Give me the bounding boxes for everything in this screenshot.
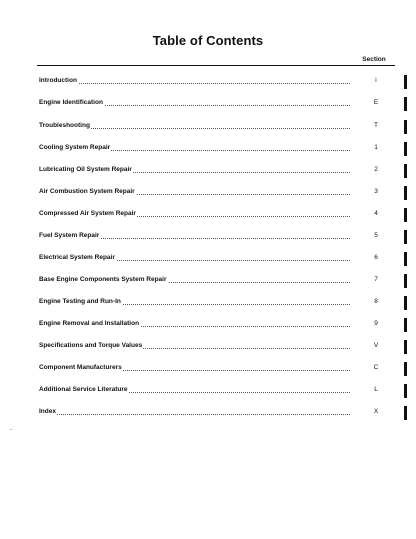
toc-entry-specifications-and-torque-values[interactable] [39,342,379,352]
dot-leader [39,414,350,415]
toc-section-code: 7 [374,276,378,283]
toc-entry-title: Lubricating Oil System Repair [39,166,132,173]
toc-entry-title: Engine Removal and Installation [39,320,140,327]
toc-entry-title: Additional Service Literature [39,386,128,393]
toc-entry-title: Air Combustion System Repair [39,188,135,195]
toc-section-code: 8 [374,298,378,305]
thumb-tab-index[interactable] [404,406,407,420]
toc-entry-index[interactable] [39,408,379,418]
thumb-tab-component-manufacturers[interactable] [404,362,407,376]
thumb-tab-compressed-air-system-repair[interactable] [404,208,407,222]
scan-speck [10,429,12,430]
thumb-tab-electrical-system-repair[interactable] [404,252,407,266]
thumb-tab-additional-service-literature[interactable] [404,384,407,398]
toc-entry-additional-service-literature[interactable] [39,386,379,396]
toc-entry-title: Introduction [39,77,77,84]
thumb-tab-base-engine-components-system-repair[interactable] [404,274,407,288]
toc-section-code: 6 [374,254,378,261]
thumb-tab-engine-testing-and-run-in[interactable] [404,296,407,310]
toc-entry-engine-identification[interactable] [39,99,379,109]
toc-entry-title: Fuel System Repair [39,232,100,239]
section-column-header: Section [362,56,386,63]
toc-section-code: 1 [374,144,378,151]
toc-section-code: T [374,122,378,129]
toc-entry-title: Index [39,408,56,415]
toc-section-code: 4 [374,210,378,217]
toc-entry-fuel-system-repair[interactable] [39,232,379,242]
dot-leader [39,83,350,84]
thumb-tab-engine-removal-and-installation[interactable] [404,318,407,332]
toc-entry-title: Specifications and Torque Values [39,342,143,349]
page-title: Table of Contents [152,33,264,48]
toc-entry-title: Engine Testing and Run-In [39,298,121,305]
toc-section-code: 3 [374,188,378,195]
toc-entry-air-combustion-system-repair[interactable] [39,188,379,198]
thumb-tab-troubleshooting[interactable] [404,120,407,134]
thumb-tab-cooling-system-repair[interactable] [404,142,407,156]
toc-entry-title: Troubleshooting [39,122,90,129]
toc-entry-title: Electrical System Repair [39,254,115,261]
toc-entry-troubleshooting[interactable] [39,122,379,132]
toc-section-code: 2 [374,166,378,173]
toc-entry-title: Compressed Air System Repair [39,210,136,217]
thumb-tab-specifications-and-torque-values[interactable] [404,340,407,354]
thumb-tab-lubricating-oil-system-repair[interactable] [404,164,407,178]
toc-entry-lubricating-oil-system-repair[interactable] [39,166,379,176]
toc-entry-component-manufacturers[interactable] [39,364,379,374]
thumb-tab-introduction[interactable] [404,75,407,89]
toc-entry-title: Component Manufacturers [39,364,122,371]
toc-section-code: V [373,342,379,349]
toc-section-code: X [373,408,379,415]
toc-section-code: E [373,99,379,106]
toc-entry-title: Engine Identification [39,99,103,106]
toc-entry-base-engine-components-system-repair[interactable] [39,276,379,286]
toc-section-code: L [374,386,378,393]
toc-section-code: 5 [374,232,378,239]
toc-entry-engine-testing-and-run-in[interactable] [39,298,379,308]
toc-section-code: C [373,364,379,371]
toc-entry-introduction[interactable] [39,77,379,87]
toc-entry-engine-removal-and-installation[interactable] [39,320,379,330]
toc-entry-cooling-system-repair[interactable] [39,144,379,154]
toc-entry-title: Cooling System Repair [39,144,111,151]
toc-entry-electrical-system-repair[interactable] [39,254,379,264]
thumb-tab-fuel-system-repair[interactable] [404,230,407,244]
toc-section-code: i [375,77,377,84]
toc-section-code: 9 [374,320,378,327]
thumb-tab-engine-identification[interactable] [404,97,407,111]
thumb-tab-air-combustion-system-repair[interactable] [404,186,407,200]
toc-entry-compressed-air-system-repair[interactable] [39,210,379,220]
toc-entry-title: Base Engine Components System Repair [39,276,167,283]
